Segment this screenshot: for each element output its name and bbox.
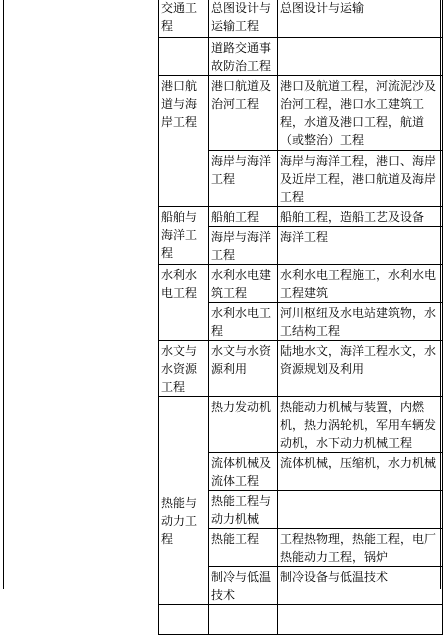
major-cell: 船舶工程 — [209, 207, 278, 227]
related-major-cell: 制冷设备与低温技术 — [278, 567, 443, 605]
table-row — [159, 341, 443, 397]
related-major-cell: 陆地水文，海洋工程水文，水资源规划及利用 — [278, 341, 443, 397]
related-major-cell: 工程热物理，热能工程，电厂热能动力工程，锅炉 — [278, 529, 443, 567]
category-cell: 热能与动力工程 — [159, 397, 209, 605]
table-row — [159, 207, 443, 227]
related-major-cell — [278, 491, 443, 529]
major-cell: 水利水电工程 — [209, 303, 278, 341]
major-cell: 道路交通事故防治工程 — [209, 38, 278, 76]
table-row — [159, 38, 443, 76]
table-row — [159, 397, 443, 453]
related-major-cell: 海洋工程 — [278, 227, 443, 265]
major-cell: 热力发动机 — [209, 397, 278, 453]
related-major-cell: 总图设计与运输 — [278, 0, 443, 38]
table-row — [159, 0, 443, 38]
category-cell: 水文与水资源工程 — [159, 341, 209, 397]
related-major-cell — [278, 38, 443, 76]
related-major-cell: 港口及航道工程，河流泥沙及治河工程，港口水工建筑工程，水道及港口工程，航道（或整治）工程 — [278, 76, 443, 151]
category-cell: 交通工程 — [159, 0, 209, 38]
table-row — [159, 605, 443, 635]
left-outer-border — [3, 0, 4, 589]
related-major-cell: 船舶工程，造船工艺及设备 — [278, 207, 443, 227]
related-major-cell: 流体机械，压缩机，水力机械 — [278, 453, 443, 491]
category-cell — [159, 605, 209, 635]
table-row — [159, 76, 443, 151]
major-cell: 海岸与海洋工程 — [209, 151, 278, 207]
major-cell: 海岸与海洋工程 — [209, 227, 278, 265]
category-cell: 港口航道与海岸工程 — [159, 76, 209, 207]
related-major-cell — [278, 605, 443, 635]
major-cell: 港口航道及治河工程 — [209, 76, 278, 151]
related-major-cell: 海岸与海洋工程，港口、海岸及近岸工程，港口航道及海岸工程 — [278, 151, 443, 207]
major-cell — [209, 605, 278, 635]
major-cell: 热能工程 — [209, 529, 278, 567]
category-cell: 船舶与海洋工程 — [159, 207, 209, 265]
major-cell: 制冷与低温技术 — [209, 567, 278, 605]
major-cell: 总图设计与运输工程 — [209, 0, 278, 38]
related-major-cell: 河川枢纽及水电站建筑物，水工结构工程 — [278, 303, 443, 341]
major-cell: 水利水电建筑工程 — [209, 265, 278, 303]
related-major-cell: 热能动力机械与装置，内燃机，热力涡轮机，军用车辆发动机，水下动力机械工程 — [278, 397, 443, 453]
category-cell: 水利水电工程 — [159, 265, 209, 341]
table-row — [159, 265, 443, 303]
major-catalog-table — [158, 0, 443, 635]
major-cell: 流体机械及流体工程 — [209, 453, 278, 491]
category-cell — [159, 38, 209, 76]
major-cell: 水文与水资源利用 — [209, 341, 278, 397]
related-major-cell: 水利水电工程施工，水利水电工程建筑 — [278, 265, 443, 303]
major-cell: 热能工程与动力机械 — [209, 491, 278, 529]
